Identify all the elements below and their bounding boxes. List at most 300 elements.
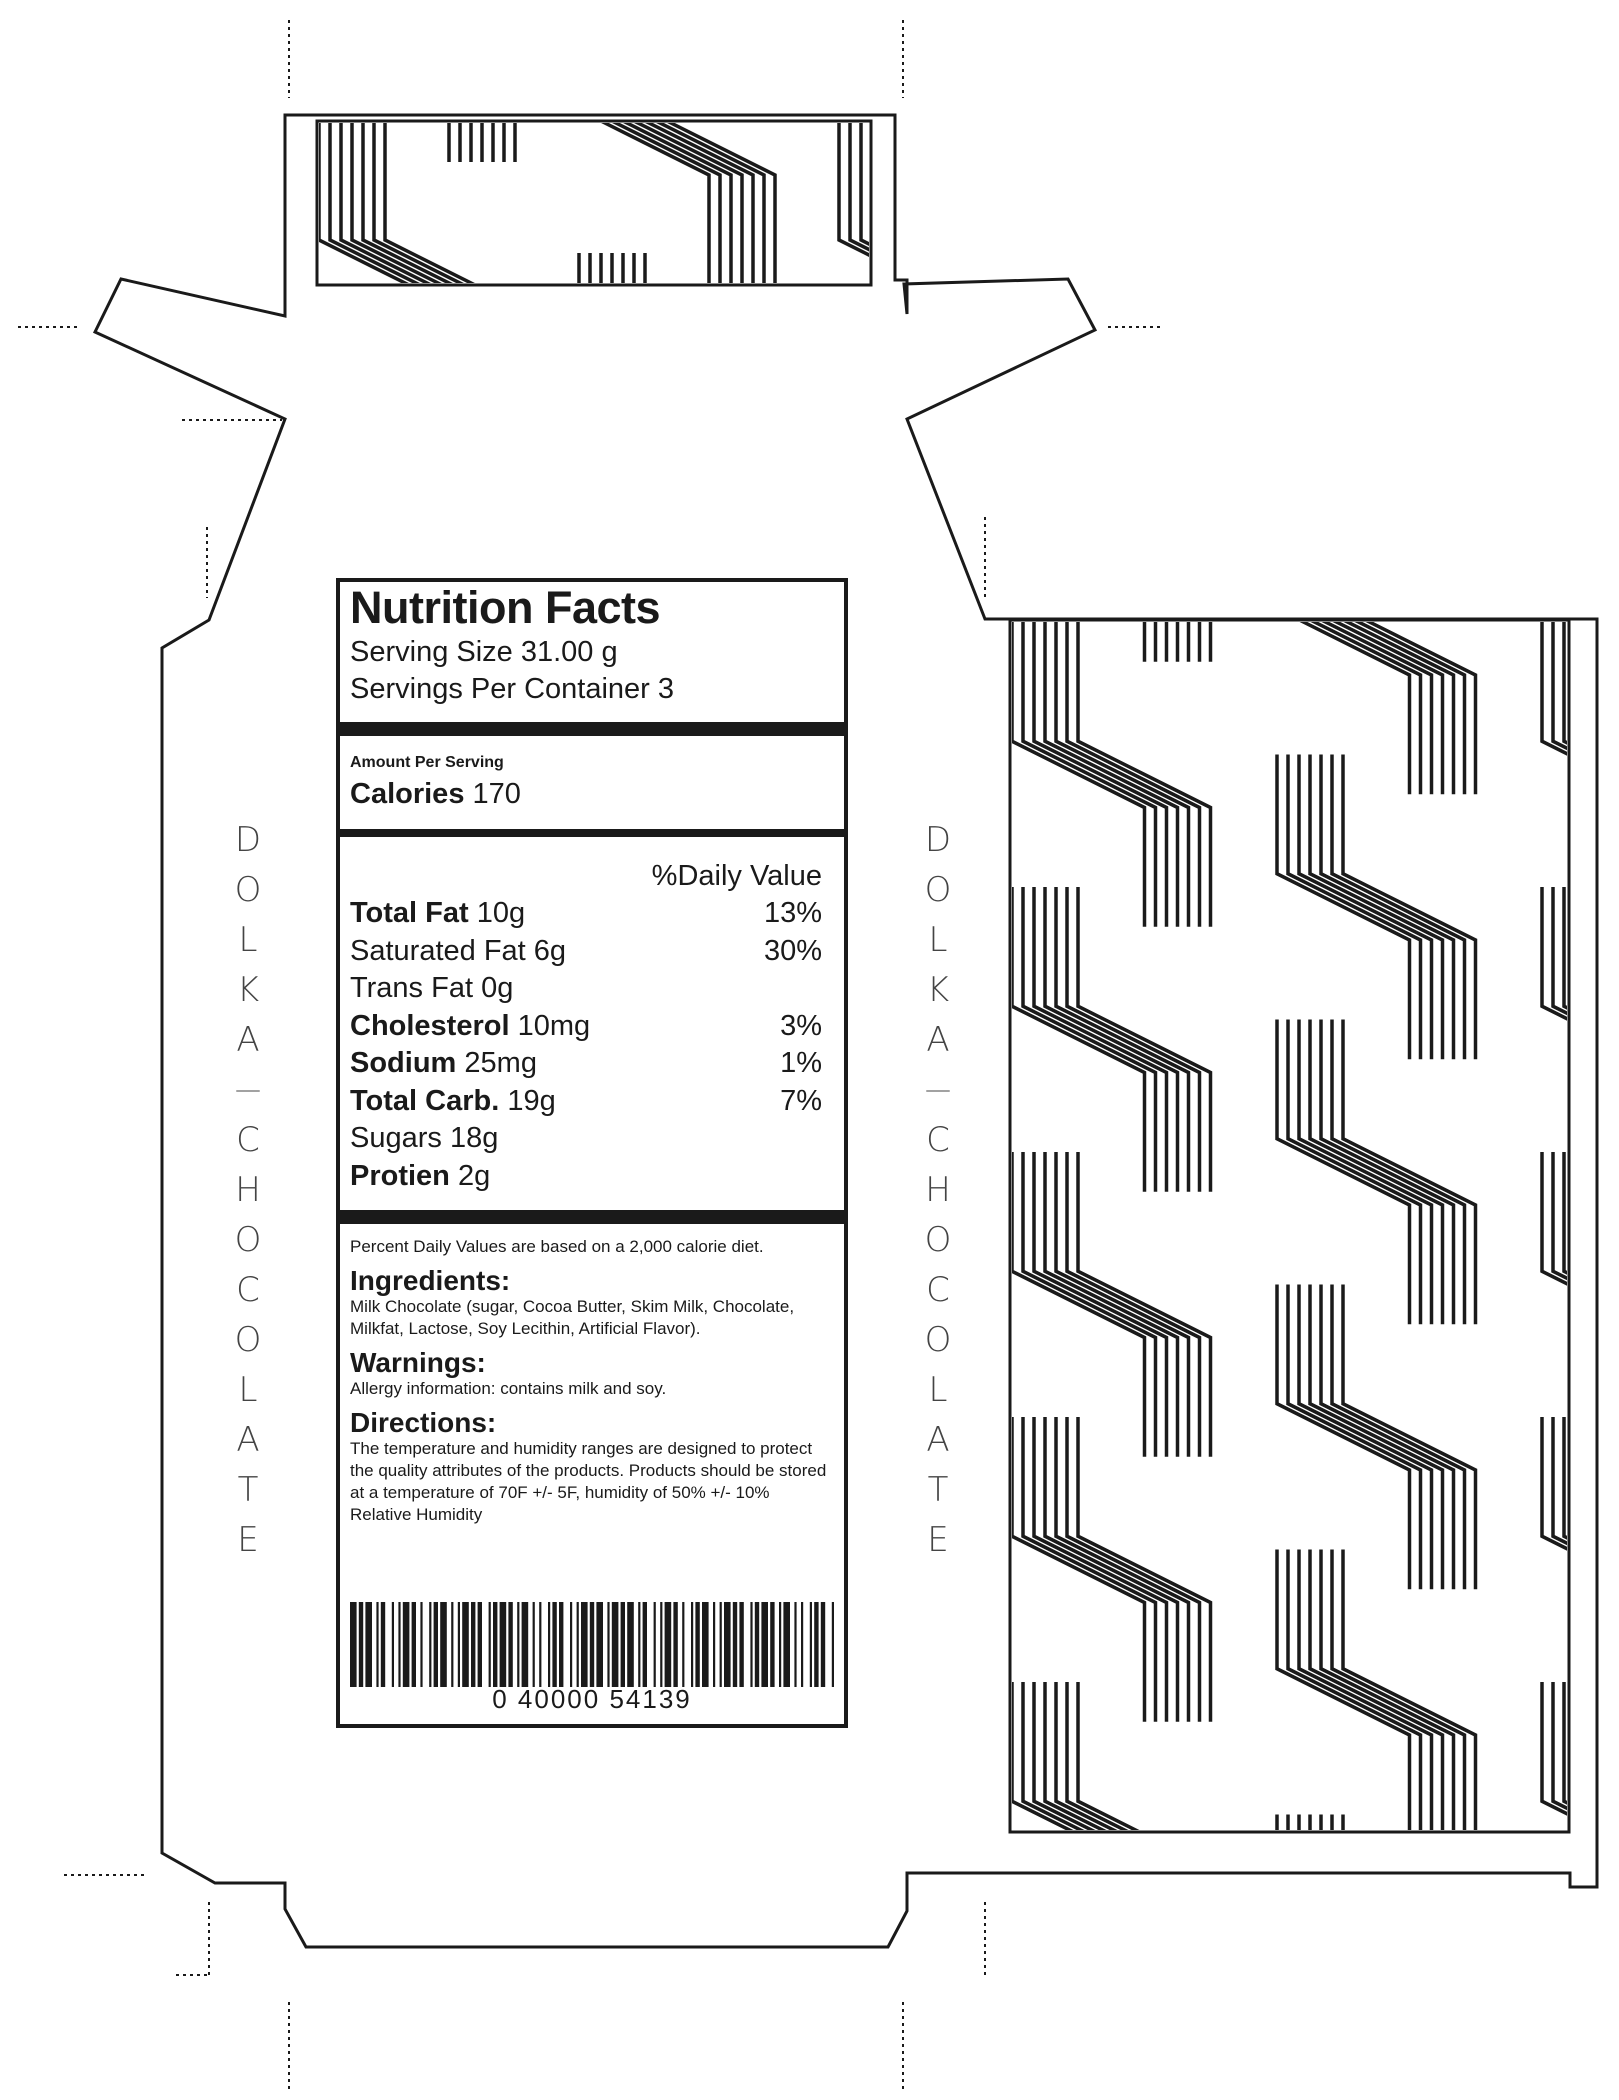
brand-letter: — (235, 1075, 261, 1105)
divider-medium (340, 829, 844, 837)
stripe-line (1586, 887, 1619, 1192)
barcode-bar (682, 1602, 684, 1687)
stripe-line (802, 1815, 935, 2100)
stripe-line (1597, 1682, 1619, 1987)
nutrient-row (350, 1083, 834, 1121)
stripe-line (1067, 1682, 1200, 1987)
nutrient-name: Protien 2g (350, 1159, 491, 1192)
barcode-bar (500, 1602, 507, 1687)
barcode-bar (420, 1602, 422, 1687)
barcode-bar (381, 1602, 385, 1687)
brand-letter: O (924, 1320, 952, 1360)
barcode-bar (493, 1602, 497, 1687)
nutrient-row (350, 1158, 834, 1196)
stripe-line (623, 253, 753, 552)
stripe-line (1597, 357, 1619, 662)
nutrient-name: Cholesterol 10mg (350, 1009, 591, 1042)
stripe-line (81, 0, 211, 292)
stripe-line (813, 225, 946, 530)
stripe-line (1078, 1947, 1211, 2100)
barcode-bar (739, 1602, 743, 1687)
nutrient-name: Saturated Fat 6g (350, 934, 567, 967)
barcode-bar (627, 1602, 634, 1687)
barcode-bar (359, 1602, 363, 1687)
stripe-line (59, 0, 189, 32)
stripe-line (1321, 1815, 1454, 2100)
stripe-line (1056, 1682, 1189, 1987)
stripe-line (1099, 0, 1229, 292)
brand-letter: A (236, 1420, 260, 1460)
barcode-bar (761, 1602, 768, 1687)
nutrient-row (350, 1045, 834, 1083)
directions-text: The temperature and humidity ranges are designed to protect the quality attributes of the products. Products should be stored at a temperature of 70F +/- 5F, humidity of 50% +/- 10% Relative Humidity (350, 1439, 827, 1524)
stripe-line (1045, 357, 1178, 662)
barcode-bar (832, 1602, 834, 1687)
stripe-line (894, 0, 1024, 162)
right-stripe-pattern (747, 225, 1619, 2100)
stripe-line (1608, 622, 1619, 927)
nutrient-row (350, 970, 834, 1008)
barcode-bar (695, 1602, 699, 1687)
stripe-line (1121, 513, 1251, 812)
barcode-bar (755, 1602, 759, 1687)
upc-number: 0 40000 54139 (492, 1684, 692, 1714)
stripe-line (905, 123, 1035, 422)
stripe-line (1343, 1815, 1476, 2100)
stripe-line (1165, 0, 1295, 292)
stripe-line (125, 0, 255, 292)
barcode-bar (434, 1602, 438, 1687)
stripe-line (1012, 357, 1145, 662)
nutrient-name: Total Carb. 19g (350, 1084, 556, 1117)
stripe-line (1608, 1417, 1619, 1722)
barcode-bar (621, 1602, 625, 1687)
nutrient-row (350, 895, 834, 933)
barcode-bar (783, 1602, 790, 1687)
amount-per-serving: Amount Per Serving (350, 754, 504, 771)
stripe-line (1034, 1947, 1167, 2100)
barcode (350, 1602, 838, 1687)
daily-value-header: %Daily Value (651, 860, 822, 892)
stripe-line (872, 123, 1002, 422)
brand-letter: C (236, 1120, 260, 1160)
stripe-line (1045, 1417, 1178, 1722)
stripe-line (1553, 357, 1619, 662)
serving-size: Serving Size 31.00 g (350, 636, 618, 668)
stripe-line (1045, 1682, 1178, 1987)
stripe-line (81, 0, 211, 32)
stripe-line (1288, 2080, 1421, 2100)
stripe-line (1597, 887, 1619, 1192)
nutrient-daily-value: 30% (763, 934, 822, 967)
stripe-line (1121, 253, 1251, 552)
barcode-bar (365, 1602, 372, 1687)
stripe-line (1542, 1947, 1619, 2100)
barcode-bar (750, 1602, 752, 1687)
stripe-line (791, 1815, 924, 2100)
barcode-bar (440, 1602, 447, 1687)
brand-letter: C (926, 1270, 950, 1310)
stripe-line (1034, 1682, 1167, 1987)
stripe-line (612, 253, 742, 552)
warnings-heading: Warnings: (350, 1347, 486, 1378)
stripe-line (1154, 0, 1284, 292)
stripe-line (330, 0, 460, 162)
barcode-bar (471, 1602, 475, 1687)
barcode-bar (638, 1602, 640, 1687)
barcode-bar (643, 1602, 647, 1687)
barcode-bar (607, 1602, 609, 1687)
barcode-bar (794, 1602, 796, 1687)
barcode-bar (821, 1602, 825, 1687)
stripe-line (791, 225, 924, 530)
calories-value: 170 (472, 778, 521, 810)
barcode-bar (612, 1602, 619, 1687)
nutrition-label (336, 578, 848, 1728)
stripe-line (1332, 1815, 1465, 2100)
barcode-bar (548, 1602, 550, 1687)
stripe-line (1143, 513, 1273, 812)
nutrition-title: Nutrition Facts (350, 582, 661, 633)
brand-letter: H (235, 1170, 261, 1210)
barcode-bar (720, 1602, 722, 1687)
stripe-line (872, 0, 1002, 162)
stripe-line (1597, 1947, 1619, 2100)
divider-thick (340, 722, 844, 736)
barcode-bar (673, 1602, 677, 1687)
stripe-line (1277, 1815, 1410, 2100)
brand-letter: A (926, 1420, 950, 1460)
nutrient-daily-value: 7% (780, 1084, 822, 1117)
stripe-line (1310, 1550, 1443, 1855)
stripe-line (883, 383, 1013, 682)
stripe-line (1299, 2080, 1432, 2100)
stripe-line (894, 123, 1024, 422)
stripe-line (645, 253, 775, 552)
stripe-line (59, 253, 189, 552)
barcode-bar (429, 1602, 431, 1687)
stripe-line (1597, 1152, 1619, 1457)
barcode-bar (660, 1602, 662, 1687)
brand-letter: D (924, 820, 952, 860)
calories-label: Calories (350, 778, 465, 810)
warnings-text: Allergy information: contains milk and soy. (350, 1379, 667, 1398)
stripe-line (1067, 357, 1200, 662)
stripe-line (114, 0, 244, 32)
stripe-line (579, 253, 709, 552)
nutrient-row (350, 933, 834, 971)
barcode-bar (552, 1602, 556, 1687)
brand-letter: — (925, 1075, 951, 1105)
daily-value-footnote: Percent Daily Values are based on a 2,000 calorie diet. (350, 1237, 764, 1256)
stripe-line (1310, 2080, 1443, 2100)
barcode-bar (724, 1602, 731, 1687)
brand-letter: K (926, 970, 950, 1010)
barcode-bar (508, 1602, 512, 1687)
stripe-line (125, 0, 255, 32)
stripe-line (802, 225, 935, 530)
stripe-line (590, 0, 720, 292)
stripe-line (1056, 357, 1189, 662)
nutrient-daily-value: 3% (780, 1009, 822, 1042)
barcode-bar (539, 1602, 541, 1687)
stripe-line (1110, 0, 1240, 292)
barcode-bar (559, 1602, 563, 1687)
servings-per-container: Servings Per Container 3 (350, 673, 674, 705)
stripe-line (1564, 887, 1619, 1192)
stripe-line (780, 1815, 913, 2100)
barcode-bar (810, 1602, 812, 1687)
stripe-line (81, 253, 211, 552)
stripe-line (1067, 1947, 1200, 2100)
stripe-line (1045, 887, 1178, 1192)
stripe-line (1608, 357, 1619, 662)
nutrient-name: Trans Fat 0g (350, 972, 514, 1004)
stripe-line (1586, 1682, 1619, 1987)
stripe-line (1045, 622, 1178, 927)
brand-letter: E (237, 1520, 259, 1560)
stripe-line (341, 0, 471, 162)
stripe-line (1564, 622, 1619, 927)
brand-letter: C (236, 1270, 260, 1310)
stripe-line (92, 0, 222, 292)
stripe-line (839, 383, 969, 682)
stripe-line (1078, 1682, 1211, 1987)
stripe-line (1564, 357, 1619, 662)
stripe-line (1310, 1020, 1443, 1325)
stripe-line (59, 0, 189, 292)
stripe-line (839, 0, 969, 162)
stripe-line (623, 0, 753, 292)
stripe-line (1586, 1417, 1619, 1722)
stripe-line (363, 0, 493, 162)
stripe-line (1586, 1947, 1619, 2100)
barcode-bar (489, 1602, 491, 1687)
stripe-line (1288, 1815, 1421, 2100)
barcode-bar (596, 1602, 603, 1687)
nutrient-rows (350, 895, 834, 1195)
stripe-line (1321, 2080, 1454, 2100)
nutrient-row (350, 1120, 834, 1158)
brand-letter: H (925, 1170, 951, 1210)
stripe-line (1564, 1947, 1619, 2100)
barcode-bar (517, 1602, 519, 1687)
stripe-line (92, 0, 222, 32)
stripe-line (114, 253, 244, 552)
stripe-line (1132, 253, 1262, 552)
divider-thick-2 (340, 1210, 844, 1224)
stripe-line (1078, 357, 1211, 662)
nutrient-row (350, 1008, 834, 1046)
brand-letter: C (926, 1120, 950, 1160)
stripe-line (1110, 253, 1240, 552)
brand-letter: O (924, 1220, 952, 1260)
stripe-line (70, 0, 200, 292)
barcode-bar (665, 1602, 672, 1687)
stripe-line (1608, 1152, 1619, 1457)
stripe-line (1564, 1152, 1619, 1457)
stripe-line (813, 1815, 946, 2100)
brand-letter: O (234, 1320, 262, 1360)
barcode-bar (713, 1602, 715, 1687)
barcode-bar (733, 1602, 737, 1687)
ingredients-heading: Ingredients: (350, 1265, 511, 1296)
stripe-line (634, 253, 764, 552)
stripe-line (1310, 490, 1443, 795)
stripe-line (1597, 1417, 1619, 1722)
barcode-bar (462, 1602, 469, 1687)
stripe-line (1023, 357, 1156, 662)
barcode-bar (451, 1602, 453, 1687)
barcode-bar (801, 1602, 803, 1687)
stripe-line (70, 0, 200, 32)
stripe-line (1310, 1815, 1443, 2100)
stripe-line (1045, 1947, 1178, 2100)
brand-vertical-left (228, 815, 268, 1565)
directions-heading: Directions: (350, 1407, 497, 1438)
nutrient-daily-value: 1% (780, 1047, 822, 1079)
stripe-line (758, 1815, 891, 2100)
stripe-line (894, 383, 1024, 682)
stripe-line (612, 0, 742, 292)
brand-letter: O (234, 870, 262, 910)
barcode-bar (533, 1602, 535, 1687)
stripe-line (103, 253, 233, 552)
barcode-bar (403, 1602, 410, 1687)
barcode-bar (412, 1602, 416, 1687)
stripe-line (1121, 0, 1251, 292)
stripe-line (1132, 0, 1262, 292)
brand-letter: L (928, 1370, 948, 1410)
brand-letter: L (238, 1370, 258, 1410)
stripe-line (1586, 357, 1619, 662)
stripe-line (1165, 253, 1295, 552)
barcode-bar (779, 1602, 781, 1687)
stripe-line (839, 123, 969, 422)
stripe-line (769, 225, 902, 530)
stripe-line (1608, 887, 1619, 1192)
barcode-bar (814, 1602, 818, 1687)
brand-letter: K (236, 970, 260, 1010)
stripe-line (103, 0, 233, 32)
stripe-line (861, 123, 991, 422)
stripe-line (1586, 1152, 1619, 1457)
barcode-bar (392, 1602, 394, 1687)
stripe-line (747, 225, 880, 530)
barcode-bar (376, 1602, 378, 1687)
stripe-line (872, 383, 1002, 682)
brand-letter: D (234, 820, 262, 860)
barcode-bar (581, 1602, 588, 1687)
stripe-line (780, 225, 913, 530)
brand-letter: T (237, 1470, 259, 1510)
brand-letter: E (927, 1520, 949, 1560)
stripe-line (1608, 1682, 1619, 1987)
stripe-line (850, 383, 980, 682)
stripe-line (1143, 0, 1273, 292)
stripe-line (1608, 1947, 1619, 2100)
stripe-line (70, 253, 200, 552)
stripe-line (1575, 1947, 1619, 2100)
stripe-line (1564, 1417, 1619, 1722)
stripe-line (883, 0, 1013, 162)
stripe-line (1343, 2080, 1476, 2100)
ingredients-text: Milk Chocolate (sugar, Cocoa Butter, Skim Milk, Chocolate, Milkfat, Lactose, Soy Lecithin, Artificial Flavor). (350, 1297, 795, 1338)
nutrient-name: Total Fat 10g (350, 897, 526, 929)
nutrient-name: Sugars 18g (350, 1122, 499, 1154)
stripe-line (352, 0, 482, 162)
stripe-line (1023, 1947, 1156, 2100)
barcode-bar (654, 1602, 656, 1687)
stripe-line (590, 253, 720, 552)
brand-letter: O (924, 870, 952, 910)
stripe-line (1553, 1947, 1619, 2100)
barcode-bar (577, 1602, 579, 1687)
brand-letter: L (928, 920, 948, 960)
stripe-line (1332, 2080, 1465, 2100)
nutrient-name: Sodium 25mg (350, 1047, 537, 1079)
stripe-line (1012, 1947, 1145, 2100)
stripe-line (905, 383, 1035, 682)
stripe-line (1034, 357, 1167, 662)
stripe-line (1154, 513, 1284, 812)
barcode-bar (590, 1602, 594, 1687)
brand-vertical-right (918, 815, 958, 1565)
barcode-bar (702, 1602, 709, 1687)
stripe-line (1542, 357, 1619, 662)
stripe-line (1310, 755, 1443, 1060)
stripe-line (1143, 253, 1273, 552)
barcode-bar (458, 1602, 460, 1687)
stripe-line (1154, 253, 1284, 552)
stripe-line (601, 253, 731, 552)
stripe-line (1277, 2080, 1410, 2100)
stripe-line (1056, 1947, 1189, 2100)
stripe-line (1564, 1682, 1619, 1987)
stripe-line (601, 0, 731, 292)
stripe-line (1023, 1682, 1156, 1987)
stripe-line (579, 0, 709, 292)
nutrient-daily-value: 13% (763, 897, 822, 929)
barcode-bar (570, 1602, 572, 1687)
stripe-line (1299, 1815, 1432, 2100)
brand-letter: L (238, 920, 258, 960)
stripe-line (1310, 1285, 1443, 1590)
brand-letter: O (234, 1220, 262, 1260)
barcode-bar (522, 1602, 529, 1687)
stripe-line (1132, 513, 1262, 812)
stripe-line (1586, 622, 1619, 927)
brand-letter: A (926, 1020, 950, 1060)
barcode-bar (691, 1602, 693, 1687)
stripe-line (1575, 357, 1619, 662)
stripe-line (1597, 622, 1619, 927)
barcode-bar (398, 1602, 400, 1687)
stripe-line (1045, 1152, 1178, 1457)
stripe-line (769, 1815, 902, 2100)
brand-letter: A (236, 1020, 260, 1060)
stripe-line (905, 0, 1035, 162)
stripe-line (114, 0, 244, 292)
stripe-line (352, 123, 482, 422)
stripe-line (861, 0, 991, 162)
stripe-line (103, 0, 233, 292)
barcode-bar (770, 1602, 774, 1687)
stripe-line (125, 253, 255, 552)
stripe-line (1099, 253, 1229, 552)
brand-letter: T (927, 1470, 949, 1510)
barcode-bar (478, 1602, 482, 1687)
